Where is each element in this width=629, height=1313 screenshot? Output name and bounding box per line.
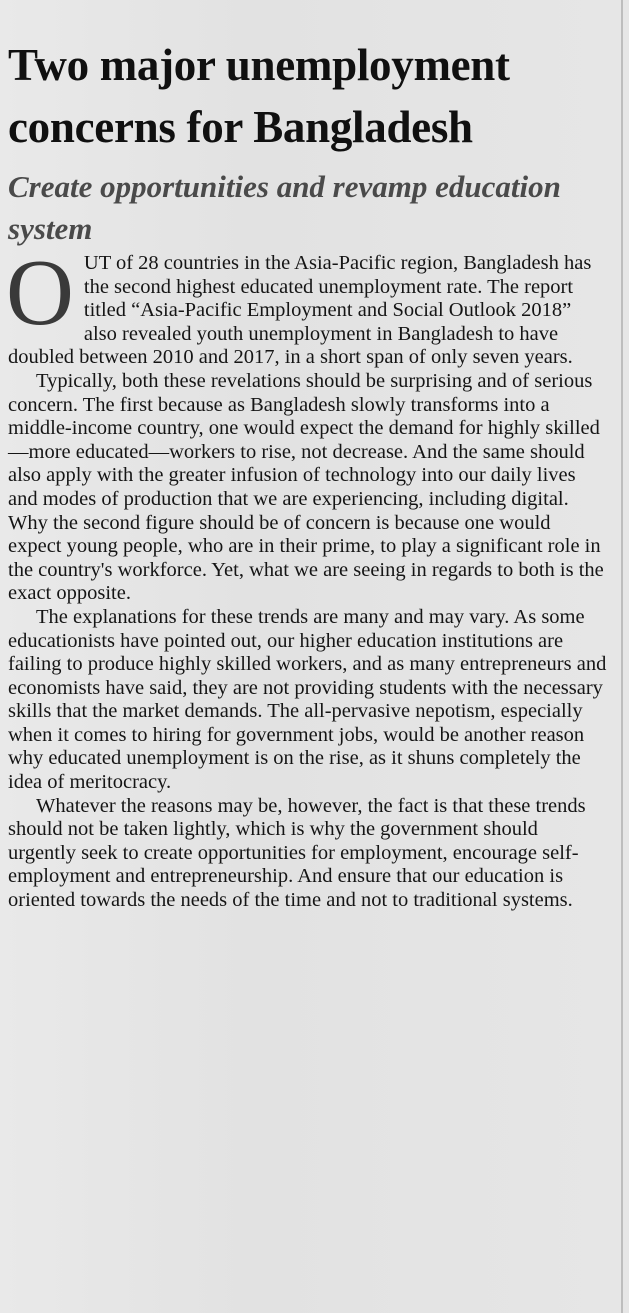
headline: Two major unemployment concerns for Bangladesh (8, 40, 510, 152)
paragraph-1-text: UT of 28 countries in the Asia-Pacific region, Bangladesh has the second highest educated unemployment rate. The report titled “Asia-Pacific Employment and Social Outlook 2018” also revealed youth unemployment in Bangladesh to have doubled between 2010 and 2017, in a short span of only seven years. (8, 252, 592, 369)
article-body (6, 241, 608, 913)
paragraph-2: Typically, both these revelations should be surprising and of serious concern. The first because as Bangladesh slowly transforms into a middle-income country, one would expect the demand for highly skilled—more educated—workers to rise, not decrease. And the same should also apply with the greater infusion of technology into our daily lives and modes of production that we are experiencing, including digital. Why the second figure should be of concern is because one would expect young people, who are in their prime, to play a significant role in the country's workforce. Yet, what we are seeing in regards to both is the exact opposite. (8, 369, 604, 605)
paragraph-4: Whatever the reasons may be, however, the fact is that these trends should not be taken lightly, which is why the government should urgently seek to create opportunities for employment, encourage self-employment and entrepreneurship. And ensure that our education is oriented towards the needs of the time and not to traditional systems. (8, 794, 586, 912)
subheadline: Create opportunities and revamp education system (8, 169, 561, 246)
paragraph-1 (6, 241, 608, 370)
page-edge-line (621, 0, 623, 1313)
drop-cap: O (6, 241, 74, 345)
paragraph-3: The explanations for these trends are many and may vary. As some educationists have pointed out, our higher education institutions are failing to produce highly skilled workers, and as many entrepreneurs and economists have said, they are not providing students with the necessary skills that the market demands. The all-pervasive nepotism, especially when it comes to hiring for government jobs, would be another reason why educated unemployment is on the rise, as it shuns completely the idea of meritocracy. (8, 605, 607, 794)
